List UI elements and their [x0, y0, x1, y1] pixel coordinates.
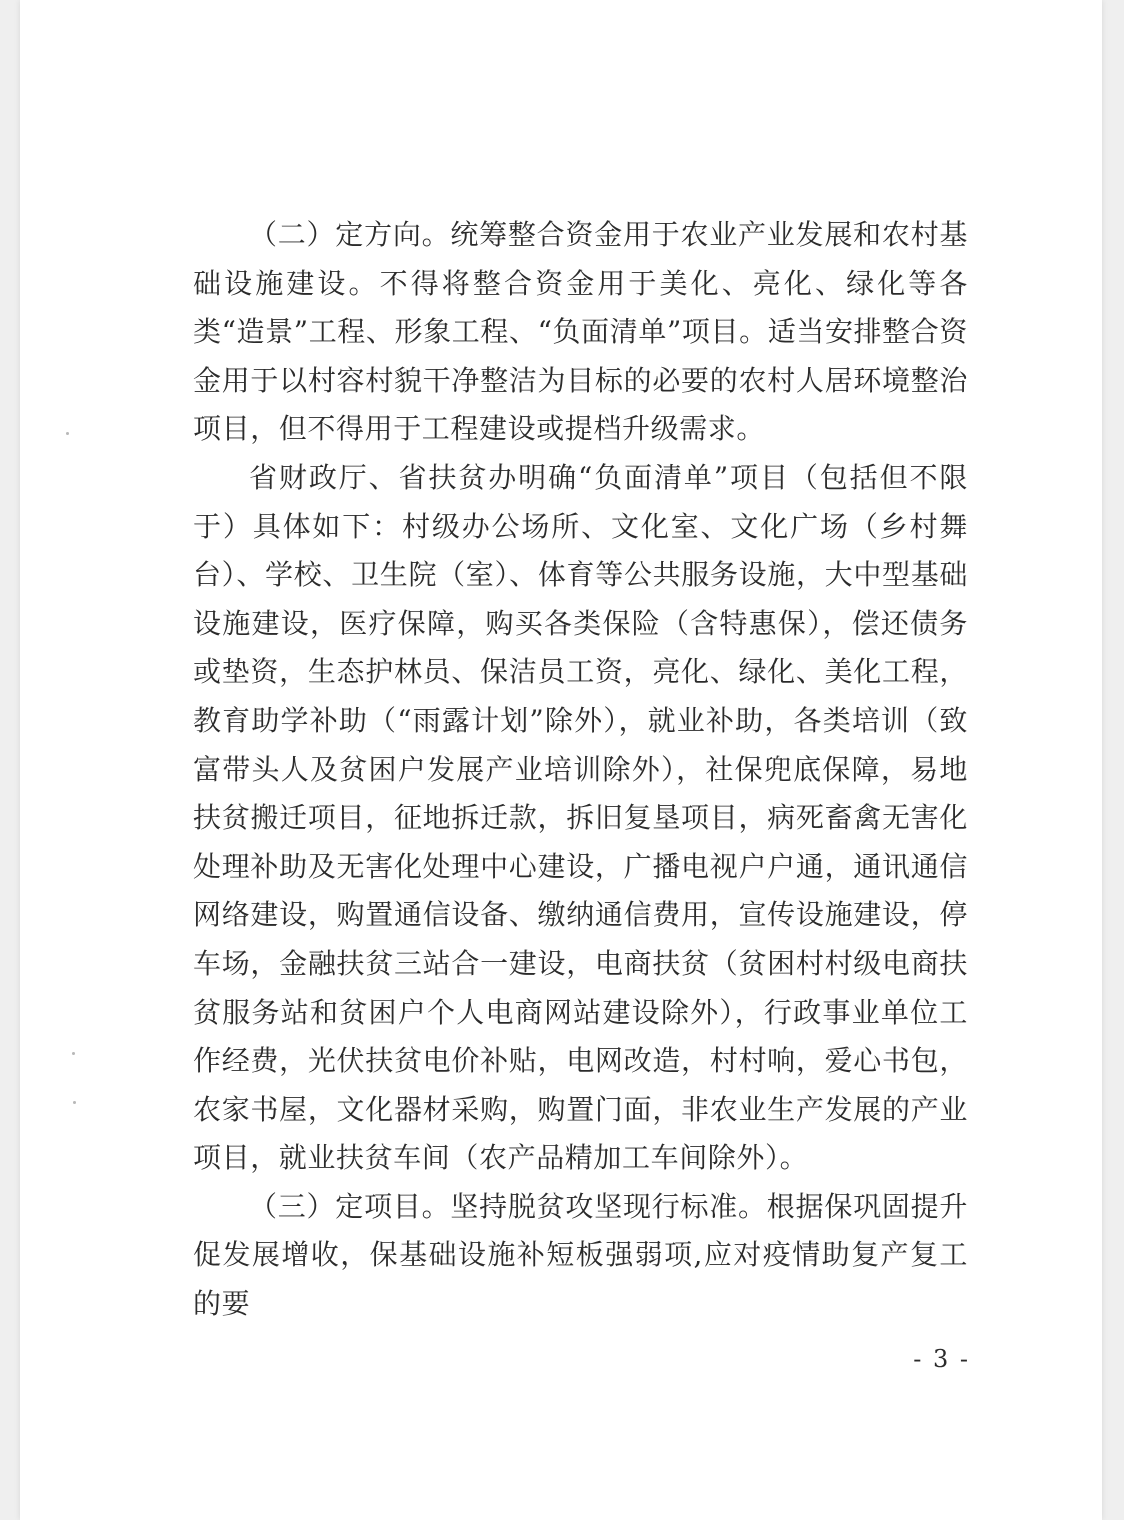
- document-body: [193, 211, 968, 1329]
- scan-speck: [72, 1052, 75, 1055]
- scan-speck: [66, 432, 69, 435]
- paragraph-negative-list: 省财政厅、省扶贫办明确“负面清单”项目（包括但不限于）具体如下：村级办公场所、文化室、文化广场（乡村舞台）、学校、卫生院（室）、体育等公共服务设施，大中型基础设施建设，医疗保障，购买各类保险（含特惠保），偿还债务或垫资，生态护林员、保洁员工资，亮化、绿化、美化工程，教育助学补助（“雨露计划”除外），就业补助，各类培训（致富带头人及贫困户发展产业培训除外），社保兜底保障，易地扶贫搬迁项目，征地拆迁款，拆旧复垦项目，病死畜禽无害化处理补助及无害化处理中心建设，广播电视户户通，通讯通信网络建设，购置通信设备、缴纳通信费用，宣传设施建设，停车场，金融扶贫三站合一建设，电商扶贫（贫困村村级电商扶贫服务站和贫困户个人电商网站建设除外），行政事业单位工作经费，光伏扶贫电价补贴，电网改造，村村响，爱心书包，农家书屋，文化器材采购，购置门面，非农业生产发展的产业项目，就业扶贫车间（农产品精加工车间除外）。: [193, 460, 968, 1175]
- document-page: [20, 0, 1102, 1520]
- scan-speck: [73, 1101, 76, 1104]
- paragraph-define-projects: （三）定项目。坚持脱贫攻坚现行标准。根据保巩固提升促发展增收，保基础设施补短板强弱项,应对疫情助复产复工的要: [193, 1189, 968, 1321]
- paragraph-define-direction: （二）定方向。统筹整合资金用于农业产业发展和农村基础设施建设。不得将整合资金用于美化、亮化、绿化等各类“造景”工程、形象工程、“负面清单”项目。适当安排整合资金用于以村容村貌干净整洁为目标的必要的农村人居环境整治项目，但不得用于工程建设或提档升级需求。: [193, 218, 968, 446]
- page-number: - 3 -: [913, 1345, 970, 1373]
